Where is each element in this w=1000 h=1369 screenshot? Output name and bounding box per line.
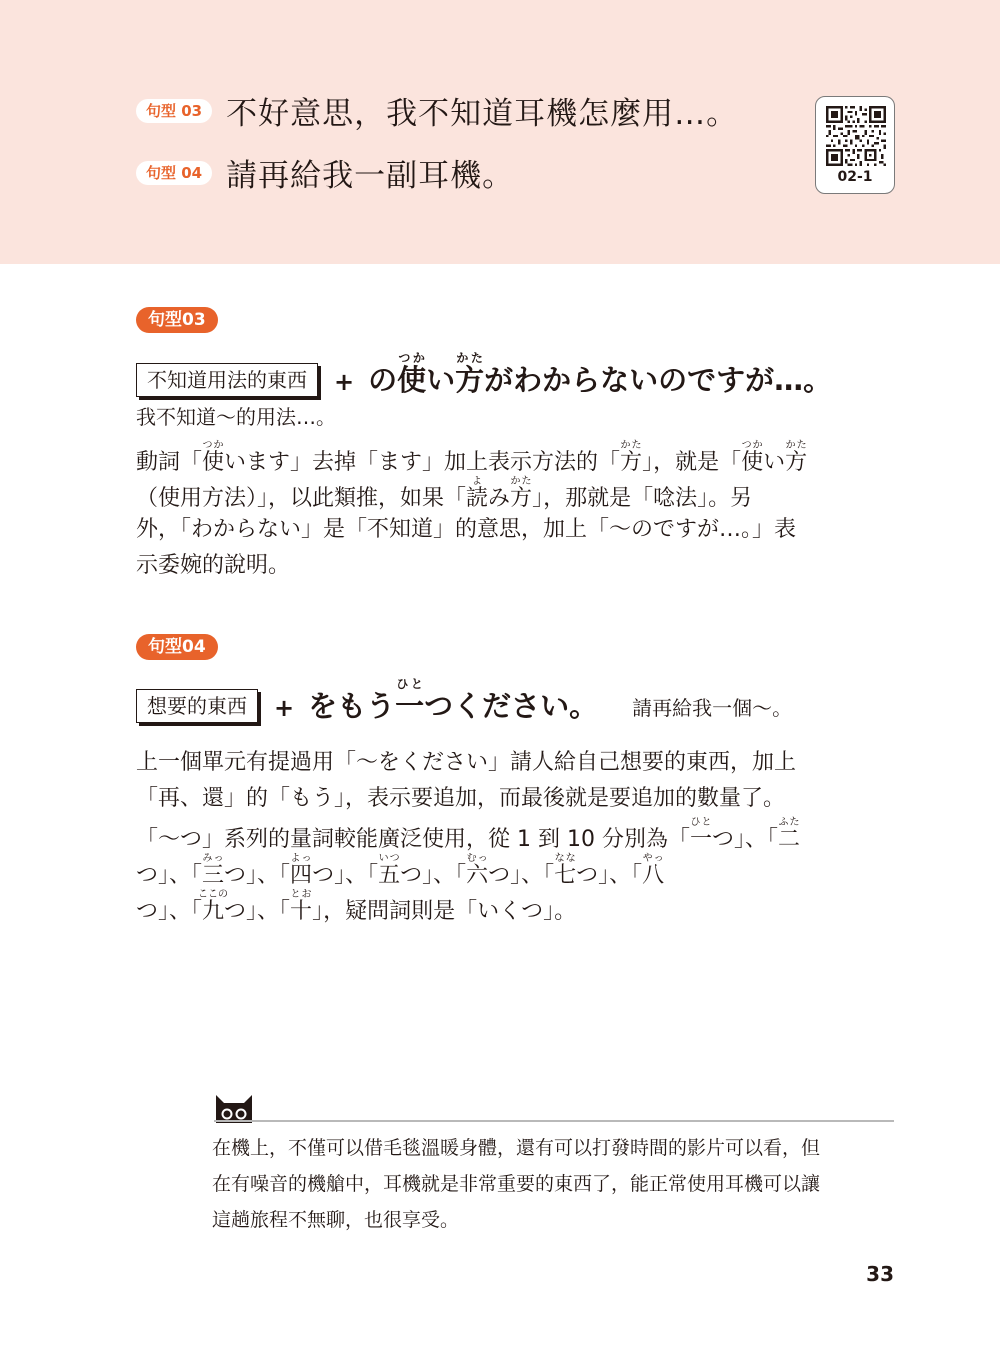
- header-band: [0, 0, 1000, 264]
- jp-kanji: 使: [202, 450, 225, 475]
- text-run: 」，那就是「唸法」。另: [532, 486, 753, 511]
- formula-slot-box: 想要的東西: [136, 689, 258, 723]
- furigana: むっ: [466, 853, 489, 864]
- note-line-text: 在有噪音的機艙中，耳機就是非常重要的東西了，能正常使用耳機可以讓: [212, 1173, 821, 1195]
- text-run: い: [763, 450, 786, 475]
- text-run: 」，就是「: [642, 450, 742, 475]
- header-pattern-badge: 句型 04: [136, 161, 212, 185]
- formula-slot-box: 不知道用法的東西: [136, 363, 318, 397]
- text-run: つ」、「: [136, 863, 203, 888]
- page-number: 33: [866, 1262, 894, 1286]
- japanese-pattern: [308, 677, 598, 723]
- jp-kanji: 方: [620, 450, 643, 475]
- jp-kanji: 五: [378, 863, 401, 888]
- note-divider: [214, 1120, 894, 1122]
- text-run: つ」、「: [224, 899, 291, 924]
- header-pattern-row-04: [136, 150, 514, 195]
- furigana: ここの: [198, 889, 229, 900]
- explanation-paragraph-03: [136, 440, 896, 584]
- tip-note: [212, 1130, 896, 1238]
- explanation-paragraph-04: [136, 745, 896, 925]
- furigana: かた: [510, 476, 533, 487]
- header-pattern-row-03: [136, 88, 738, 133]
- paragraph-line: [136, 889, 896, 925]
- jp-kanji: 九: [198, 899, 229, 924]
- paragraph-line: 「再、還」的「もう」，表示要追加，而最後就是要追加的數量了。: [136, 786, 786, 811]
- jp-kanji: 四: [290, 863, 313, 888]
- cat-icon: [214, 1089, 254, 1123]
- jp-kanji: 読: [466, 486, 489, 511]
- text-run: つ」、「: [400, 863, 467, 888]
- audio-qr-code[interactable]: [815, 96, 895, 194]
- jp-text: の: [368, 363, 398, 397]
- jp-text: つください。: [424, 689, 599, 723]
- pattern-translation: 我不知道～的用法…。: [136, 405, 336, 429]
- text-run: 「～つ」系列的量詞較能廣泛使用，從 1 到 10 分別為「: [136, 827, 690, 852]
- jp-kanji: 六: [466, 863, 489, 888]
- jp-kanji: 一: [395, 689, 425, 723]
- jp-kanji: 十: [290, 899, 313, 924]
- header-pattern-text: 請再給我一副耳機。: [226, 158, 515, 194]
- furigana: ふた: [778, 817, 801, 828]
- paragraph-line: [136, 440, 896, 476]
- paragraph-line: 外，「わからない」是「不知道」的意思，加上「～のですが…。」表: [136, 517, 797, 542]
- furigana: いつ: [378, 853, 401, 864]
- furigana: つか: [741, 440, 764, 451]
- note-line-text: 這趟旅程不無聊，也很享受。: [212, 1209, 460, 1231]
- jp-kanji: 使: [741, 450, 764, 475]
- paragraph-line: [136, 853, 896, 889]
- furigana: やっ: [642, 853, 665, 864]
- jp-kanji: 方: [455, 363, 485, 397]
- furigana: よっ: [290, 853, 313, 864]
- header-pattern-badge: 句型 03: [136, 99, 212, 123]
- paragraph-line: 示委婉的說明。: [136, 553, 291, 578]
- text-run: み: [488, 486, 511, 511]
- text-run: つ」、「: [576, 863, 643, 888]
- text-run: つ」、「: [224, 863, 291, 888]
- plus-sign: +: [274, 694, 295, 722]
- jp-kanji: 二: [778, 827, 801, 852]
- plus-sign: +: [334, 368, 355, 396]
- formula-row-04: [136, 677, 792, 723]
- jp-kanji: 一: [689, 827, 712, 852]
- jp-kanji: 使: [397, 363, 427, 397]
- note-line-text: 在機上，不僅可以借毛毯溫暖身體，還有可以打發時間的影片可以看，但: [212, 1137, 821, 1159]
- jp-kanji: 八: [642, 863, 665, 888]
- text-run: （使用方法）」，以此類推，如果「: [136, 486, 467, 511]
- text-run: 動詞「: [136, 450, 203, 475]
- paragraph-line: [136, 817, 896, 853]
- furigana: つか: [202, 440, 225, 451]
- audio-track-label: 02-1: [837, 169, 873, 185]
- jp-text: をもう: [308, 689, 396, 723]
- furigana: みっ: [202, 853, 225, 864]
- jp-text: がわからないのですが…。: [484, 363, 833, 397]
- text-run: 」，疑問詞則是「いくつ」。: [312, 899, 577, 924]
- furigana: かた: [620, 440, 643, 451]
- text-run: つ」、「: [312, 863, 379, 888]
- text-run: つ」、「: [488, 863, 555, 888]
- section-badge-03: 句型03: [136, 307, 218, 333]
- furigana: なな: [554, 853, 577, 864]
- furigana: つか: [397, 351, 427, 365]
- text-run: つ」、「: [136, 899, 203, 924]
- text-run: つ」、「: [711, 827, 778, 852]
- furigana: ひと: [689, 817, 712, 828]
- formula-row-03: [136, 351, 832, 397]
- jp-text: い: [426, 363, 456, 397]
- jp-kanji: 三: [202, 863, 225, 888]
- paragraph-line: 上一個單元有提過用「～をください」請人給自己想要的東西，加上: [136, 750, 797, 775]
- pattern-translation: 請再給我一個～。: [632, 696, 793, 720]
- furigana: よ: [466, 476, 489, 487]
- japanese-pattern: [368, 351, 832, 397]
- furigana: かた: [785, 440, 808, 451]
- qr-code-icon: [826, 106, 886, 166]
- text-run: います」去掉「ます」加上表示方法的「: [224, 450, 621, 475]
- paragraph-line: [136, 476, 896, 512]
- jp-kanji: 方: [510, 486, 533, 511]
- section-badge-04: 句型04: [136, 634, 218, 660]
- header-pattern-text: 不好意思，我不知道耳機怎麼用…。: [226, 96, 739, 132]
- jp-kanji: 七: [554, 863, 577, 888]
- jp-kanji: 方: [785, 450, 808, 475]
- furigana: とお: [290, 889, 313, 900]
- furigana: ひと: [395, 677, 425, 691]
- furigana: かた: [455, 351, 485, 365]
